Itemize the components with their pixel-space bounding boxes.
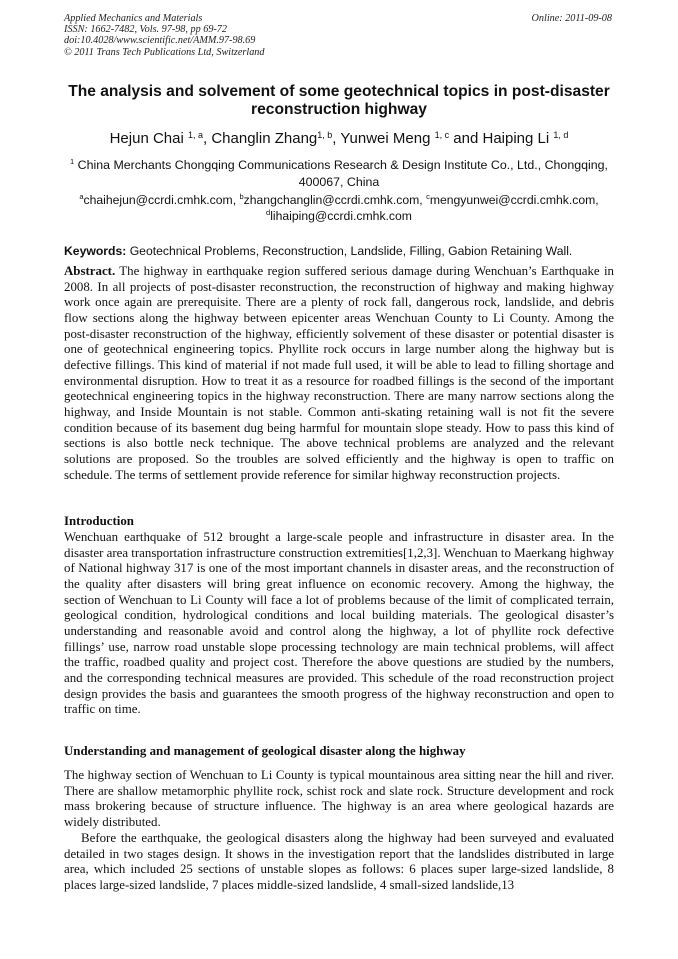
email-link[interactable]: chaihejun@ccrdi.cmhk.com (83, 193, 233, 207)
paper-title: The analysis and solvement of some geotechnical topics in post-disaster reconstruction highway (68, 83, 610, 118)
author: Hejun Chai $^{1, a}$, (109, 130, 212, 147)
issn-line: ISSN: 1662-7482, Vols. 97-98, pp 69-72 (64, 24, 227, 36)
doi-line: doi:10.4028/www.scientific.net/AMM.97-98.69 (64, 35, 256, 47)
email-link[interactable]: mengyunwei@ccrdi.cmhk.com (429, 193, 596, 207)
email-link[interactable]: zhangchanglin@ccrdi.cmhk.com (243, 193, 420, 207)
author: Yunwei Meng $^{1, c}$ and (340, 130, 483, 147)
section-paragraph: Before the earthquake, the geological disasters along the highway had been surveyed and evaluated detailed in two stages design. It shows in the investigation report that the landslides distributed in large area, which included 25 sections of unstable slopes as follows: 6 places super large-sized landslide, 8 places large-sized landslide, 7 places middle-sized landslide, 4 small-sized landslide,13 (64, 831, 614, 892)
author: Changlin Zhang$^{1, b}$, (211, 130, 341, 147)
keywords (64, 243, 624, 259)
introduction-text: Wenchuan earthquake of 512 brought a large-scale people and infrastructure in disaster area. In the disaster area transportation infrastructure construction extremities[1,2,3]. Wenchuan to Maerkang highway of National highway 317 is one of the most important channels in disaster areas, and the reconstruction of the quality after disasters will bring great influence on economic recovery. Among the highway, the section of Wenchuan to Li County will face a lot of problems because of the limit of complicated terrain, geological condition, hydrological conditions and local building materials. The geological disaster’s understanding and reasonable avoid and control along the highway, a lot of phyllite rock defective fillings’ use, narrow road unstable slope processing technology are main technical problems, will affect the traffic, roadbed quality and project cost. Therefore the above questions are studied by the numbers, and the corresponding technical measures are provided. This schedule of the road reconstruction project design provides the basis and guarantees the smooth progress of the highway reconstruction and open to traffic on time. (64, 530, 614, 717)
abstract (64, 264, 614, 483)
online-date: Online: 2011-09-08 (531, 13, 612, 24)
keywords-label: Keywords: (64, 244, 127, 258)
abstract-text: The highway in earthquake region suffered serious damage during Wenchuan’s Earthquake in 2008. In all projects of post-disaster reconstruction, the reconstruction of highway and making highway work once again are prerequisite. There are a plenty of rock fall, dangerous rock, landslide, and debris flow sections along the highway between epicenter areas Wenchuan County to Li County. Among the post-disaster reconstruction of the highway, efficiently solvement of these disaster or potential disaster is one of geotechnical engineering topics. Phyllite rock occurs in large number along the highway but is defective fillings. This kind of material if not made full used, it will be able to lead to filling shortage and environmental disruption. How to treat it as a resource for roadbed fillings is the second of the important geotechnical engineering topics in the highway reconstruction. There are many narrow sections along the highway, and Inside Mountain is not stable. Common anti-skating retaining wall is not fit the severe condition because of its basement dug being harmful for mountain slope steady. How to pass this kind of sections is also bottle neck technique. The above technical problems are analyzed and the relevant solutions are proposed. So the troubles are solved efficiently and the highway is open to traffic on schedule. The terms of settlement provide reference for similar highway reconstruction projects. (64, 264, 614, 482)
affiliation-text: China Merchants Chongqing Communications Research & Design Institute Co., Ltd., Chongqing, 400067, China (77, 158, 608, 189)
email-link[interactable]: lihaiping@ccrdi.cmhk.com (270, 208, 412, 223)
abstract-label: Abstract. (64, 264, 116, 278)
affiliation (50, 157, 628, 190)
author: Haiping Li $^{1, d}$ (482, 130, 569, 147)
author-emails: $^a$chaihejun@ccrdi.cmhk.com, $^b$zhangchanglin@ccrdi.cmhk.com, $^c$mengyunwei@ccrdi.cmhk.com, $^d$lihaiping@ccrdi.cmhk.com (79, 192, 599, 223)
author-list (40, 130, 638, 148)
introduction-heading: Introduction (64, 514, 134, 528)
keywords-text: Geotechnical Problems, Reconstruction, Landslide, Filling, Gabion Retaining Wall. (129, 244, 573, 258)
journal-header (64, 13, 264, 58)
affiliation-marker: 1 (70, 157, 75, 166)
journal-name: Applied Mechanics and Materials (64, 13, 203, 24)
section-paragraph: The highway section of Wenchuan to Li County is typical mountainous area sitting near the hill and river. There are shallow metamorphic phyllite rock, schist rock and slate rock. Structure development and rock mass brokering because of structure influence. The highway is an area where geological hazards are widely distributed. (64, 768, 614, 829)
copyright-line: © 2011 Trans Tech Publications Ltd, Switzerland (64, 46, 265, 58)
section-heading: Understanding and management of geological disaster along the highway (64, 744, 466, 758)
